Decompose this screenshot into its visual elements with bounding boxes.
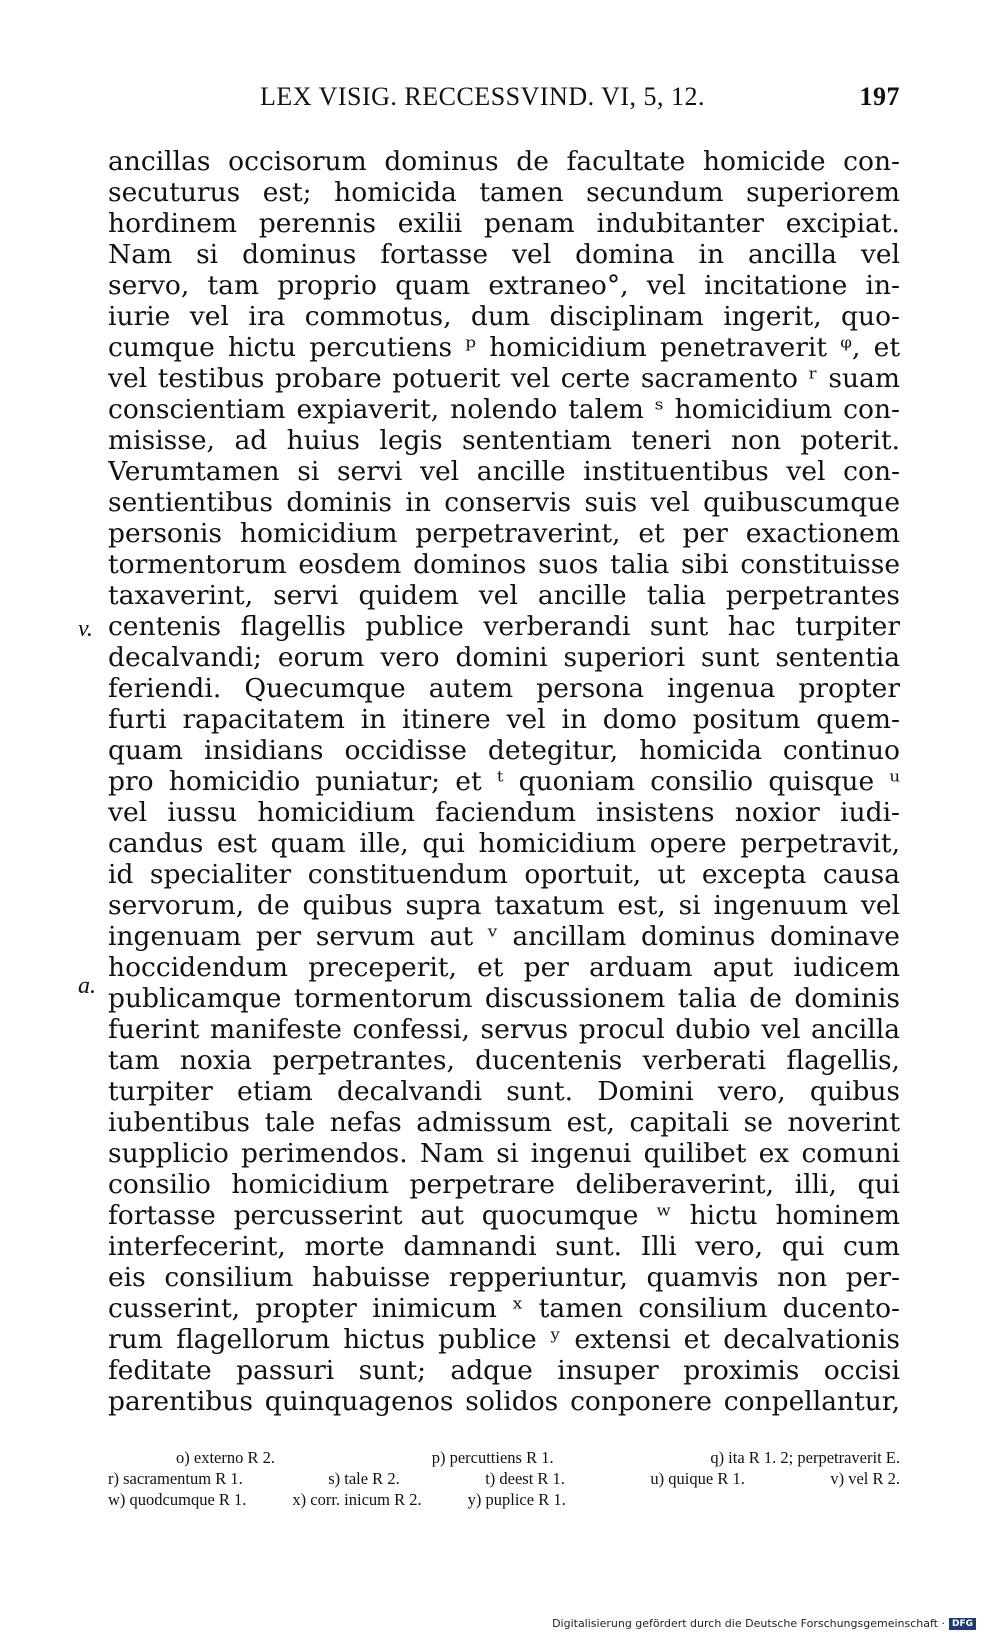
text-line: fuerint manifeste confessi, servus procul dubio vel ancilla <box>108 1014 900 1045</box>
footnote-line <box>108 1468 900 1489</box>
text-line: sentientibus dominis in conservis suis vel quibuscumque <box>108 487 900 518</box>
text-line: consilio homicidium perpetrare deliberaverint, illi, qui <box>108 1169 900 1200</box>
page-number: 197 <box>859 82 900 111</box>
text-line: furti rapacitatem in itinere vel in domo positum quem- <box>108 704 900 735</box>
footnote: y) puplice R 1. <box>467 1490 566 1509</box>
text-line: tam noxia perpetrantes, ducentenis verberati flagellis, <box>108 1045 900 1076</box>
text-line: feditate passuri sunt; adque insuper proximis occisi <box>108 1355 900 1386</box>
text-line: feriendi. Quecumque autem persona ingenua propter <box>108 673 900 704</box>
text-line: taxaverint, servi quidem vel ancille talia perpetrantes <box>108 580 900 611</box>
credit-text: Digitalisierung gefördert durch die Deutsche Forschungsgemeinschaft · <box>552 1617 945 1630</box>
footnote: p) percuttiens R 1. <box>431 1448 554 1467</box>
text-line: servorum, de quibus supra taxatum est, si ingenuum vel <box>108 890 900 921</box>
text-line: rum flagellorum hictus publice ʸ extensi et decalvationis <box>108 1324 900 1355</box>
text-line: pro homicidio puniatur; et ᵗ quoniam consilio quisque ᵘ <box>108 766 900 797</box>
text-line: publicamque tormentorum discussionem talia de dominis <box>108 983 900 1014</box>
text-line: vel testibus probare potuerit vel certe sacramento ʳ suam <box>108 363 900 394</box>
text-line: turpiter etiam decalvandi sunt. Domini vero, quibus <box>108 1076 900 1107</box>
text-line: ingenuam per servum aut ᵛ ancillam dominus dominave <box>108 921 900 952</box>
text-line: ancillas occisorum dominus de facultate homicide con- <box>108 146 900 177</box>
text-line: id specialiter constituendum oportuit, ut excepta causa <box>108 859 900 890</box>
text-line: Nam si dominus fortasse vel domina in ancilla vel <box>108 239 900 270</box>
text-line: hoccidendum preceperit, et per arduam aput iudicem <box>108 952 900 983</box>
text-line: conscientiam expiaverit, nolendo talem ˢ homicidium con- <box>108 394 900 425</box>
text-line: centenis flagellis publice verberandi sunt hac turpiter <box>108 611 900 642</box>
text-line: interfecerint, morte damnandi sunt. Illi vero, qui cum <box>108 1231 900 1262</box>
text-line: quam insidians occidisse detegitur, homicida continuo <box>108 735 900 766</box>
footnote: x) corr. inicum R 2. <box>292 1490 422 1509</box>
footnote: s) tale R 2. <box>328 1469 400 1488</box>
footnotes <box>108 1447 900 1510</box>
margin-mark-v: v. <box>78 616 93 642</box>
footnote: q) ita R 1. 2; perpetraverit E. <box>710 1448 900 1467</box>
digitization-credit <box>552 1617 976 1630</box>
text-line: secuturus est; homicida tamen secundum superiorem <box>108 177 900 208</box>
text-line: iurie vel ira commotus, dum disciplinam ingerit, quo- <box>108 301 900 332</box>
footnote: o) externo R 2. <box>176 1448 275 1467</box>
footnote: r) sacramentum R 1. <box>108 1469 243 1488</box>
footnote: u) quique R 1. <box>650 1469 745 1488</box>
footnote: v) vel R 2. <box>830 1469 900 1488</box>
margin-mark-a: a. <box>78 973 96 999</box>
text-line: servo, tam proprio quam extraneo°, vel incitatione in- <box>108 270 900 301</box>
dfg-logo: DFG <box>949 1618 976 1630</box>
text-line: hordinem perennis exilii penam indubitanter excipiat. <box>108 208 900 239</box>
footnote: t) deest R 1. <box>485 1469 565 1488</box>
running-header <box>108 82 900 118</box>
footnote-line <box>108 1489 900 1510</box>
text-line: Verumtamen si servi vel ancille instituentibus vel con- <box>108 456 900 487</box>
footnote: w) quodcumque R 1. <box>108 1490 247 1509</box>
text-line: decalvandi; eorum vero domini superiori sunt sententia <box>108 642 900 673</box>
text-line: supplicio perimendos. Nam si ingenui quilibet ex comuni <box>108 1138 900 1169</box>
text-line: candus est quam ille, qui homicidium opere perpetravit, <box>108 828 900 859</box>
body-text <box>108 146 900 1417</box>
text-line: eis consilium habuisse repperiuntur, quamvis non per- <box>108 1262 900 1293</box>
text-line: fortasse percusserint aut quocumque ʷ hictu hominem <box>108 1200 900 1231</box>
text-line: cumque hictu percutiens ᵖ homicidium penetraverit ᵠ, et <box>108 332 900 363</box>
text-line: misisse, ad huius legis sententiam teneri non poterit. <box>108 425 900 456</box>
running-title: LEX VISIG. RECCESSVIND. VI, 5, 12. <box>260 82 706 111</box>
text-line: cusserint, propter inimicum ˣ tamen consilium ducento- <box>108 1293 900 1324</box>
text-line: personis homicidium perpetraverint, et per exactionem <box>108 518 900 549</box>
text-line: vel iussu homicidium faciendum insistens noxior iudi- <box>108 797 900 828</box>
text-line: tormentorum eosdem dominos suos talia sibi constituisse <box>108 549 900 580</box>
text-line: parentibus quinquagenos solidos conponere conpellantur, <box>108 1386 900 1417</box>
footnote-line <box>108 1447 900 1468</box>
text-line: iubentibus tale nefas admissum est, capitali se noverint <box>108 1107 900 1138</box>
